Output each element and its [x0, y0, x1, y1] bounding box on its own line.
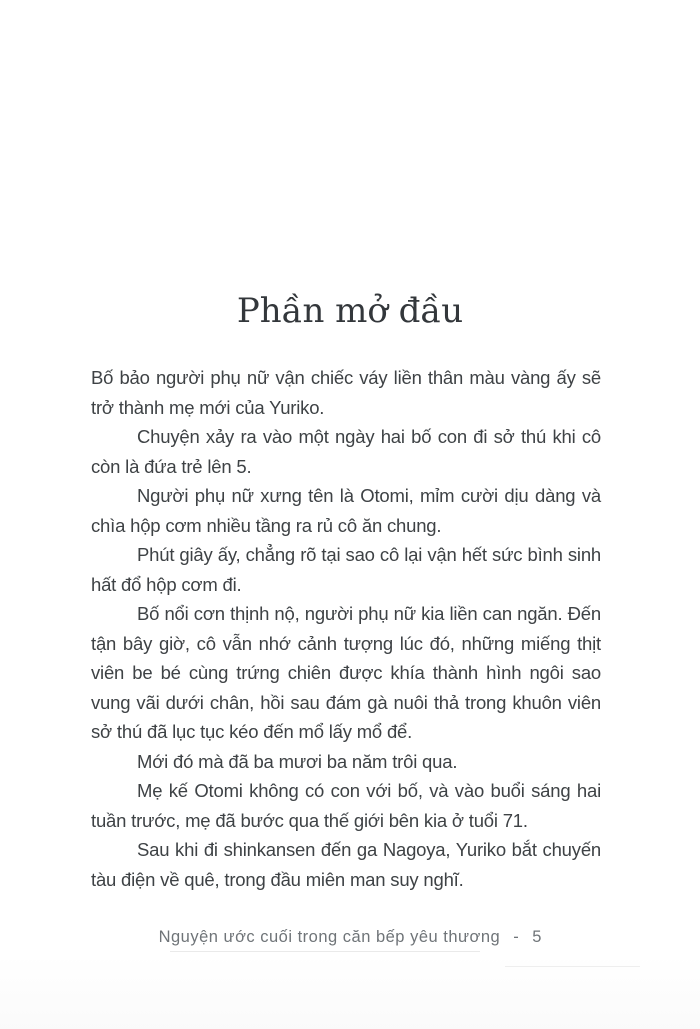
- body-paragraph: Mẹ kế Otomi không có con với bố, và vào buổi sáng hai tuần trước, mẹ đã bước qua thế giới bên kia ở tuổi 71.: [91, 780, 601, 831]
- body-paragraph: Người phụ nữ xưng tên là Otomi, mỉm cười dịu dàng và chìa hộp cơm nhiều tầng ra rủ cô ăn chung.: [91, 485, 601, 536]
- scan-artifact-line: [505, 966, 640, 967]
- body-paragraph: Bố nổi cơn thịnh nộ, người phụ nữ kia liền can ngăn. Đến tận bây giờ, cô vẫn nhớ cảnh tượng lúc đó, những miếng thịt viên be bé cùng trứng chiên được khía thành hình ngôi sao vung vãi dưới chân, hồi sau đám gà nuôi thả trong khuôn viên sở thú đã lục tục kéo đến mổ lấy mổ để.: [91, 603, 601, 742]
- scan-artifact-line: [170, 951, 480, 952]
- body-paragraph: Bố bảo người phụ nữ vận chiếc váy liền thân màu vàng ấy sẽ trở thành mẹ mới của Yuriko.: [91, 367, 601, 418]
- body-paragraph: Chuyện xảy ra vào một ngày hai bố con đi sở thú khi cô còn là đứa trẻ lên 5.: [91, 426, 601, 477]
- footer-page-number: 5: [532, 928, 542, 946]
- body-paragraph: Mới đó mà đã ba mươi ba năm trôi qua.: [137, 750, 458, 772]
- footer-separator: -: [513, 928, 520, 946]
- page-footer: [0, 924, 700, 950]
- footer-book-title: Nguyện ước cuối trong căn bếp yêu thương: [158, 928, 501, 946]
- body-paragraph: Phút giây ấy, chẳng rõ tại sao cô lại vận hết sức bình sinh hất đổ hộp cơm đi.: [91, 544, 601, 595]
- body-text: [91, 363, 601, 894]
- chapter-title: Phần mở đầu: [236, 291, 464, 331]
- body-paragraph: Sau khi đi shinkansen đến ga Nagoya, Yuriko bắt chuyến tàu điện về quê, trong đầu miên man suy nghĩ.: [91, 839, 601, 890]
- scan-shadow: [0, 954, 700, 1029]
